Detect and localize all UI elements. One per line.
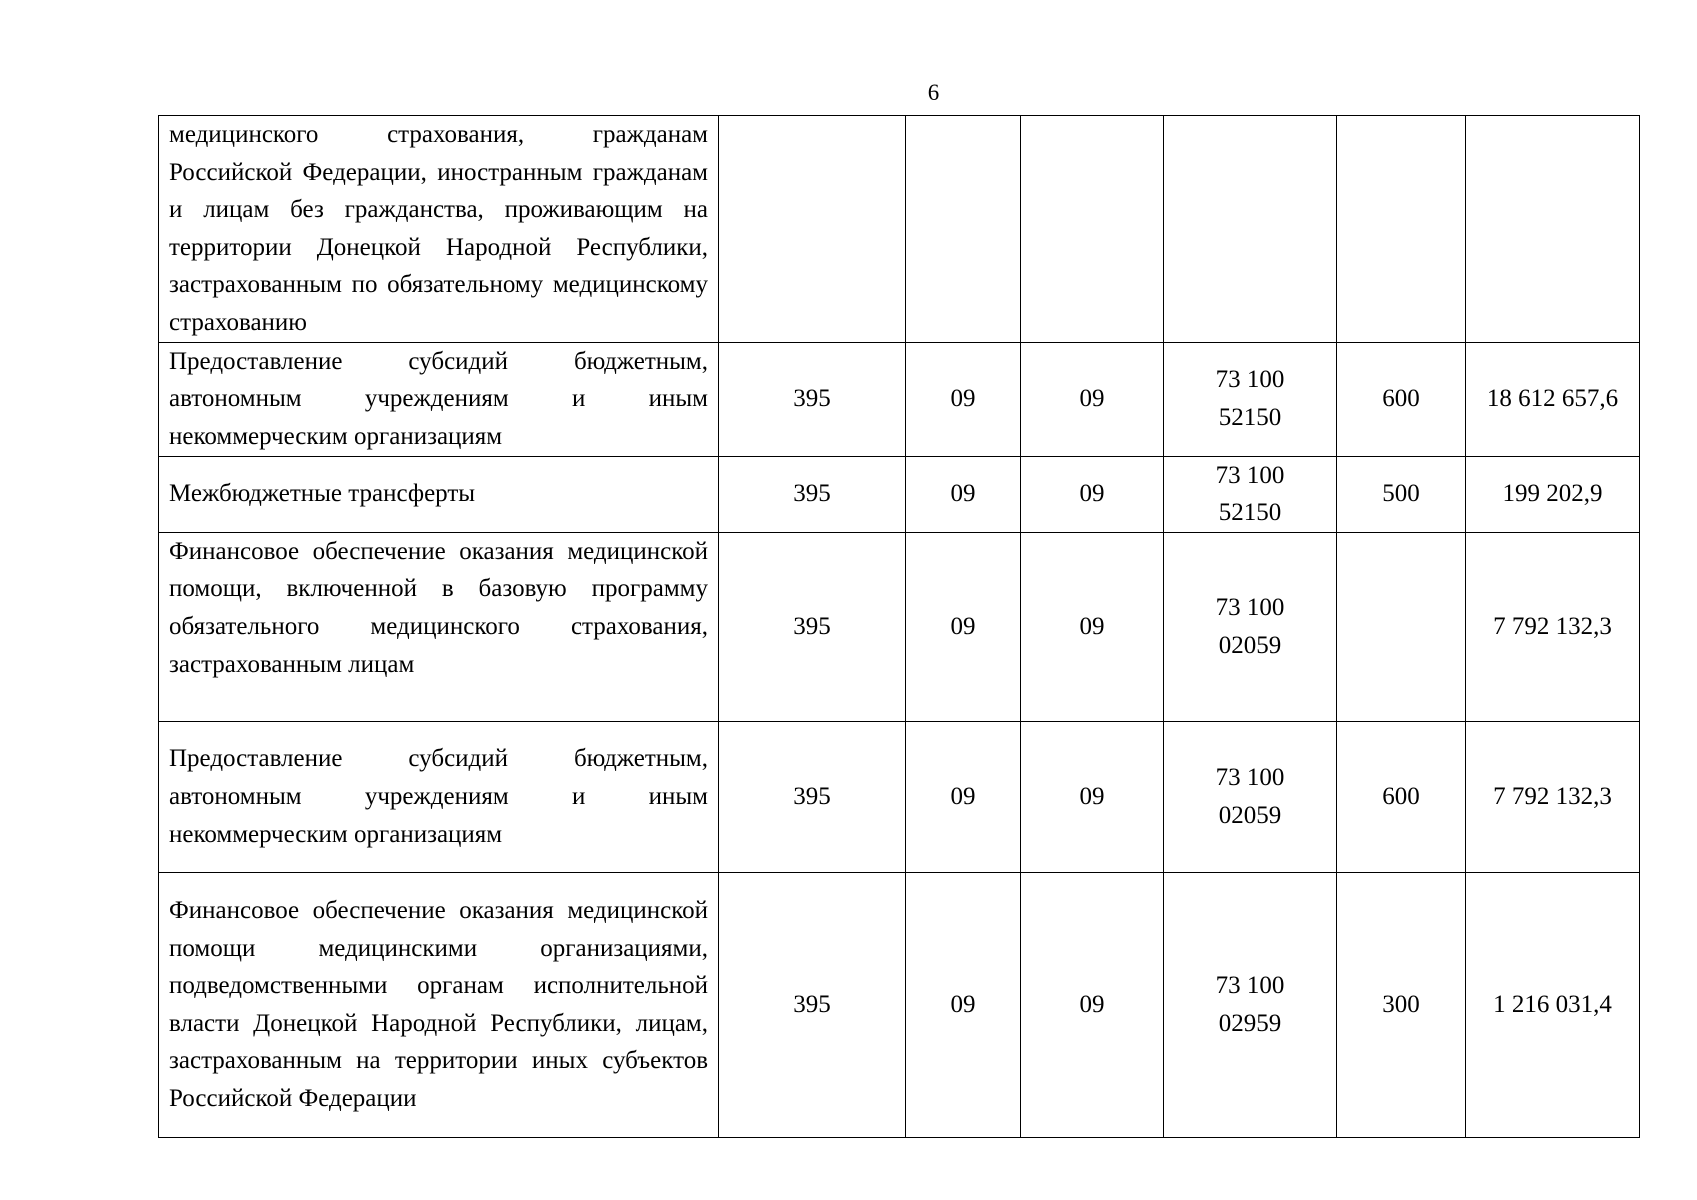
grbs-cell: 395 <box>719 342 906 456</box>
table-row <box>159 721 1640 872</box>
target-article-line2: 02059 <box>1218 801 1282 829</box>
row-name-cell: Межбюджетные трансферты <box>159 456 719 532</box>
expense-type-cell: 300 <box>1337 872 1466 1137</box>
grbs-cell <box>719 116 906 343</box>
table-row <box>159 532 1640 721</box>
table-row <box>159 456 1640 532</box>
table-row <box>159 342 1640 456</box>
table-row <box>159 116 1640 343</box>
page-number: 6 <box>927 80 940 105</box>
section-cell: 09 <box>906 456 1021 532</box>
sum-cell <box>1466 116 1640 343</box>
sum-cell: 7 792 132,3 <box>1466 721 1640 872</box>
target-article-line1: 73 100 <box>1215 764 1285 792</box>
target-article-cell <box>1164 872 1337 1137</box>
target-article-line1: 73 100 <box>1215 366 1285 394</box>
target-article-cell <box>1164 721 1337 872</box>
target-article-line2: 02959 <box>1218 1009 1282 1037</box>
grbs-cell: 395 <box>719 872 906 1137</box>
target-article-line2: 02059 <box>1218 631 1282 659</box>
section-cell: 09 <box>906 721 1021 872</box>
budget-table <box>158 115 1640 1138</box>
target-article-cell <box>1164 456 1337 532</box>
subsection-cell <box>1021 116 1164 343</box>
row-name-cell: Финансовое обеспечение оказания медицинской помощи, включенной в базовую программу обязательного медицинского страхования, застрахованным лицам <box>159 532 719 721</box>
expense-type-cell: 600 <box>1337 721 1466 872</box>
target-article-cell <box>1164 532 1337 721</box>
grbs-cell: 395 <box>719 721 906 872</box>
sum-cell: 7 792 132,3 <box>1466 532 1640 721</box>
row-name-cell: медицинского страхования, гражданам Российской Федерации, иностранным гражданам и лицам без гражданства, проживающим на территории Донецкой Народной Республики, застрахованным по обязательному медицинскому страхованию <box>159 116 719 343</box>
expense-type-cell: 500 <box>1337 456 1466 532</box>
subsection-cell: 09 <box>1021 532 1164 721</box>
table-row <box>159 872 1640 1137</box>
expense-type-cell <box>1337 532 1466 721</box>
subsection-cell: 09 <box>1021 456 1164 532</box>
target-article-line1: 73 100 <box>1215 594 1285 622</box>
section-cell: 09 <box>906 532 1021 721</box>
target-article-line1: 73 100 <box>1215 972 1285 1000</box>
target-article-line2: 52150 <box>1218 404 1282 432</box>
sum-cell: 1 216 031,4 <box>1466 872 1640 1137</box>
expense-type-cell <box>1337 116 1466 343</box>
subsection-cell: 09 <box>1021 872 1164 1137</box>
target-article-cell <box>1164 116 1337 343</box>
subsection-cell: 09 <box>1021 721 1164 872</box>
row-name-cell: Финансовое обеспечение оказания медицинской помощи медицинскими организациями, подведомственными органам исполнительной власти Донецкой Народной Республики, лицам, застрахованным на территории иных субъектов Российской Федерации <box>159 872 719 1137</box>
section-cell: 09 <box>906 342 1021 456</box>
section-cell: 09 <box>906 872 1021 1137</box>
row-name-cell: Предоставление субсидий бюджетным, автономным учреждениям и иным некоммерческим организациям <box>159 342 719 456</box>
grbs-cell: 395 <box>719 456 906 532</box>
expense-type-cell: 600 <box>1337 342 1466 456</box>
row-name-cell: Предоставление субсидий бюджетным, автономным учреждениям и иным некоммерческим организациям <box>159 721 719 872</box>
subsection-cell: 09 <box>1021 342 1164 456</box>
sum-cell: 18 612 657,6 <box>1466 342 1640 456</box>
section-cell <box>906 116 1021 343</box>
target-article-line1: 73 100 <box>1215 461 1285 489</box>
grbs-cell: 395 <box>719 532 906 721</box>
target-article-cell <box>1164 342 1337 456</box>
sum-cell: 199 202,9 <box>1466 456 1640 532</box>
target-article-line2: 52150 <box>1218 499 1282 527</box>
